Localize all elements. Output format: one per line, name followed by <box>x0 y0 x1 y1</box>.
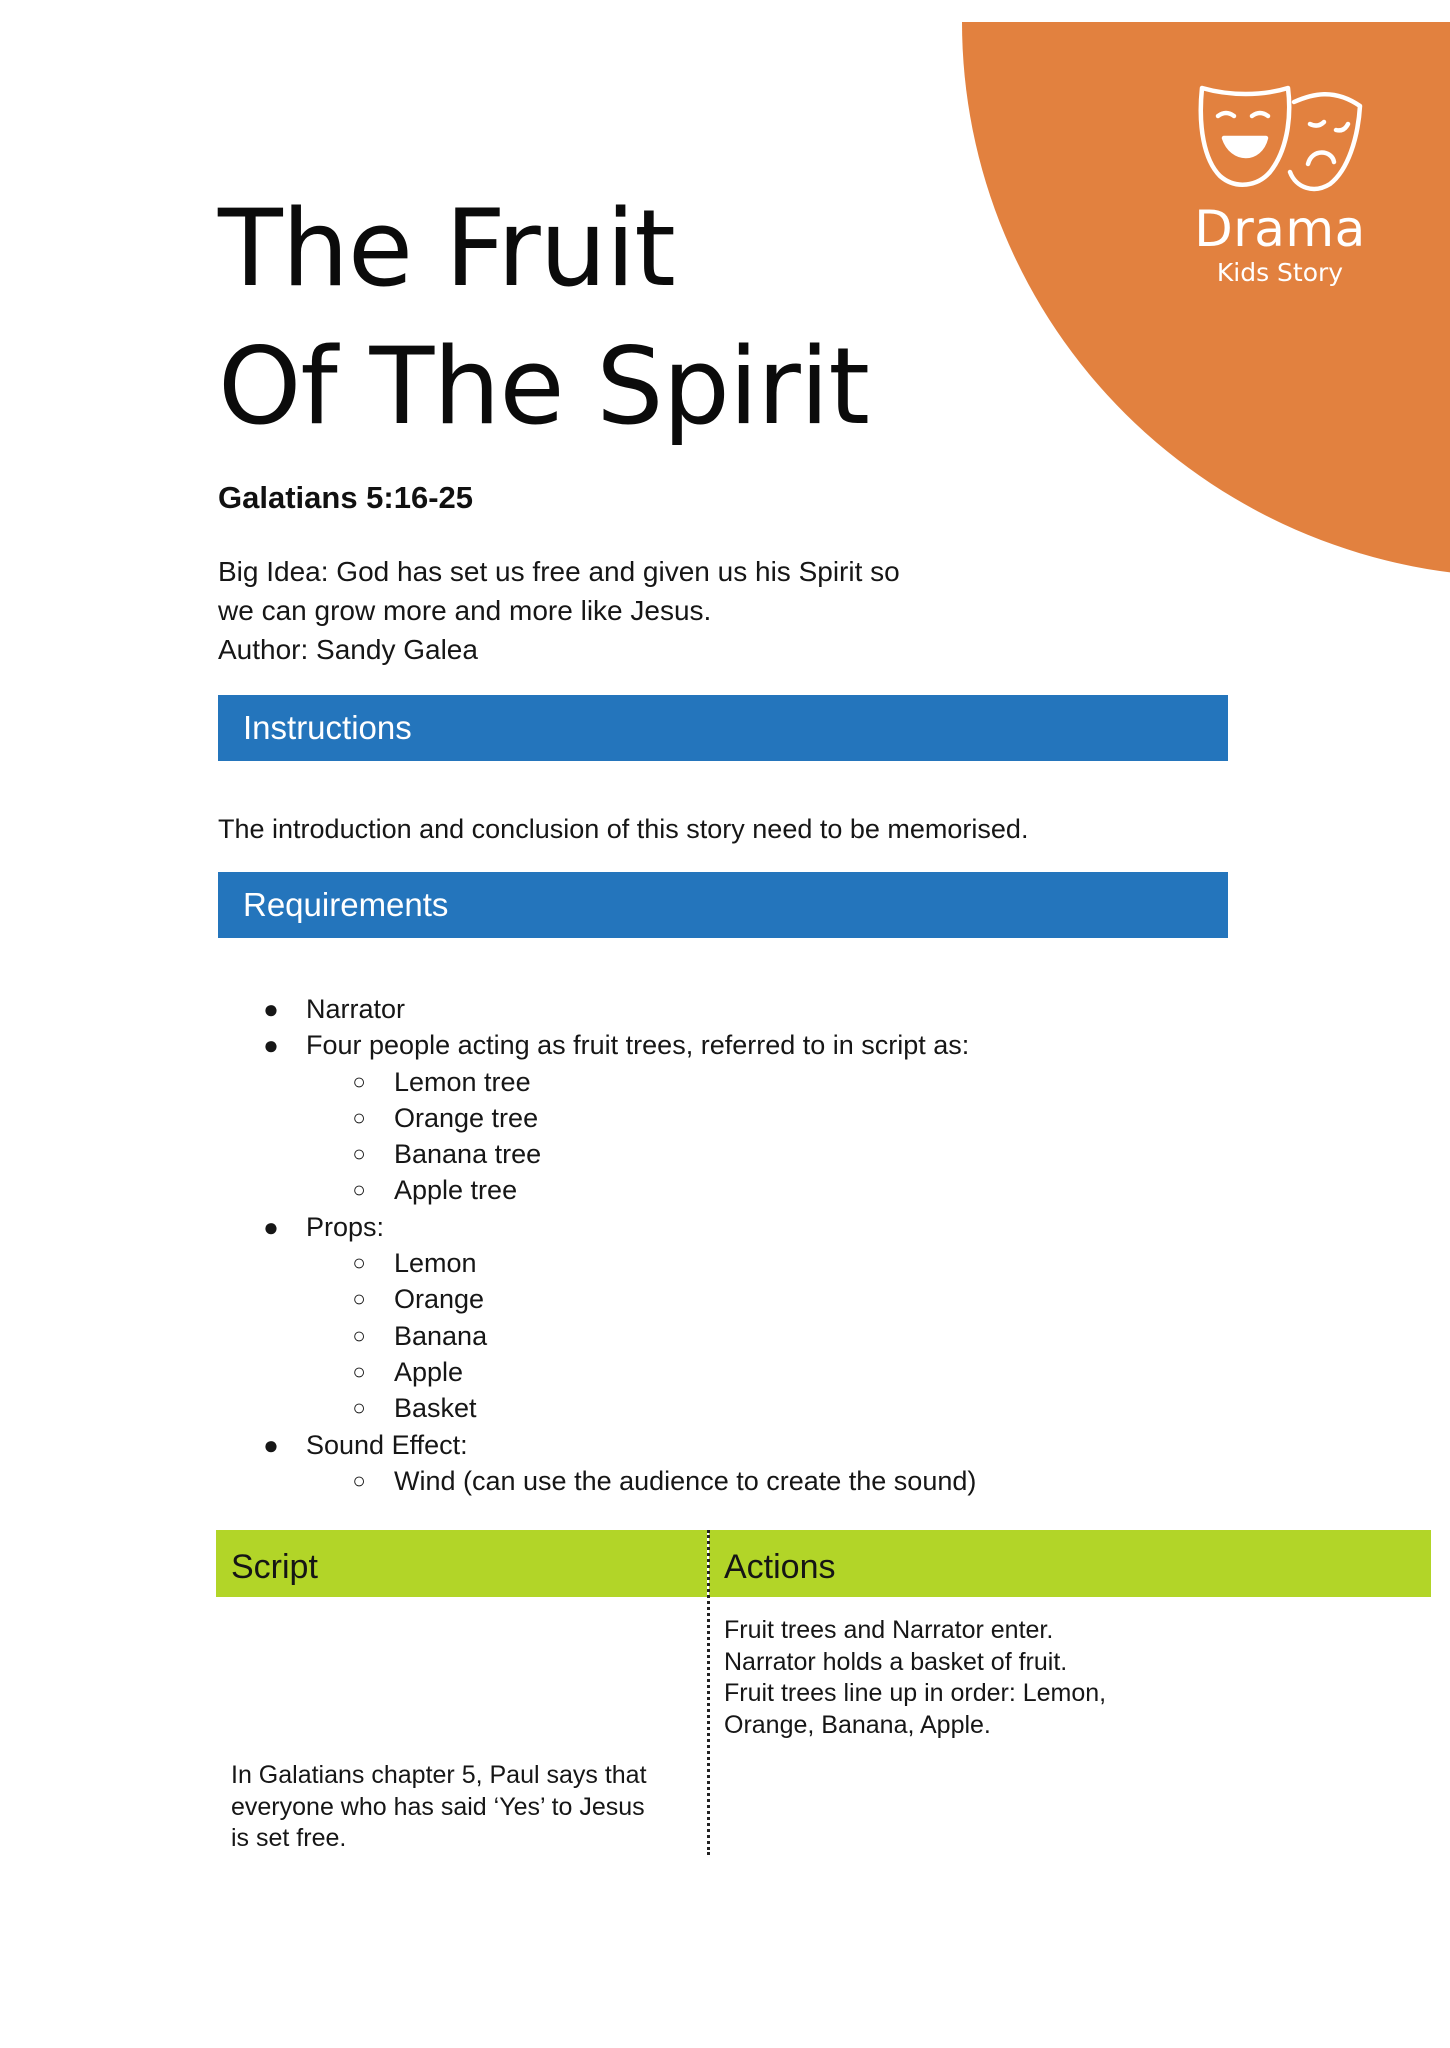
circle-bullet-icon: ○ <box>352 1286 366 1312</box>
actions-cell <box>724 1615 1106 1741</box>
bullet-icon: ● <box>263 1429 279 1460</box>
action-line: Orange, Banana, Apple. <box>724 1710 991 1739</box>
circle-bullet-icon: ○ <box>352 1141 366 1167</box>
circle-bullet-icon: ○ <box>352 1467 366 1493</box>
bullet-icon: ● <box>263 1030 279 1061</box>
script-table <box>216 1530 1216 1855</box>
title-line: Of The Spirit <box>218 325 869 448</box>
circle-bullet-icon: ○ <box>352 1250 366 1276</box>
bible-reference: Galatians 5:16-25 <box>218 480 474 515</box>
page-title <box>218 180 869 456</box>
big-idea <box>218 552 900 669</box>
author-line: Author: Sandy Galea <box>218 634 478 665</box>
circle-bullet-icon: ○ <box>352 1104 366 1130</box>
script-line: In Galatians chapter 5, Paul says that <box>231 1761 647 1789</box>
action-line: Narrator holds a basket of fruit. <box>724 1647 1068 1676</box>
instructions-text: The introduction and conclusion of this story need to be memorised. <box>218 814 1029 844</box>
script-column-header: Script <box>216 1530 707 1597</box>
circle-bullet-icon: ○ <box>352 1395 366 1421</box>
requirements-heading: Requirements <box>218 872 1228 938</box>
circle-bullet-icon: ○ <box>352 1068 366 1094</box>
theatre-masks-icon <box>1190 80 1370 196</box>
intro-line: Big Idea: God has set us free and given us his Spirit so <box>218 556 900 587</box>
circle-bullet-icon: ○ <box>352 1322 366 1348</box>
actions-column-header: Actions <box>709 1530 1431 1597</box>
circle-bullet-icon: ○ <box>352 1358 366 1384</box>
bullet-icon: ● <box>263 994 279 1024</box>
logo-subtitle: Kids Story <box>1216 258 1344 287</box>
column-divider <box>707 1530 710 1855</box>
script-cell <box>231 1760 647 1855</box>
bullet-icon: ● <box>263 1211 279 1242</box>
script-line: everyone who has said ‘Yes’ to Jesus <box>231 1792 645 1821</box>
title-line: The Fruit <box>218 187 675 310</box>
script-line: is set free. <box>231 1824 347 1852</box>
intro-line: we can grow more and more like Jesus. <box>218 595 712 626</box>
instructions-heading: Instructions <box>218 695 1228 761</box>
logo-word: Drama <box>1194 200 1366 258</box>
action-line: Fruit trees line up in order: Lemon, <box>724 1679 1107 1707</box>
action-line: Fruit trees and Narrator enter. <box>724 1616 1054 1644</box>
circle-bullet-icon: ○ <box>352 1177 366 1203</box>
drama-logo <box>1150 80 1410 288</box>
